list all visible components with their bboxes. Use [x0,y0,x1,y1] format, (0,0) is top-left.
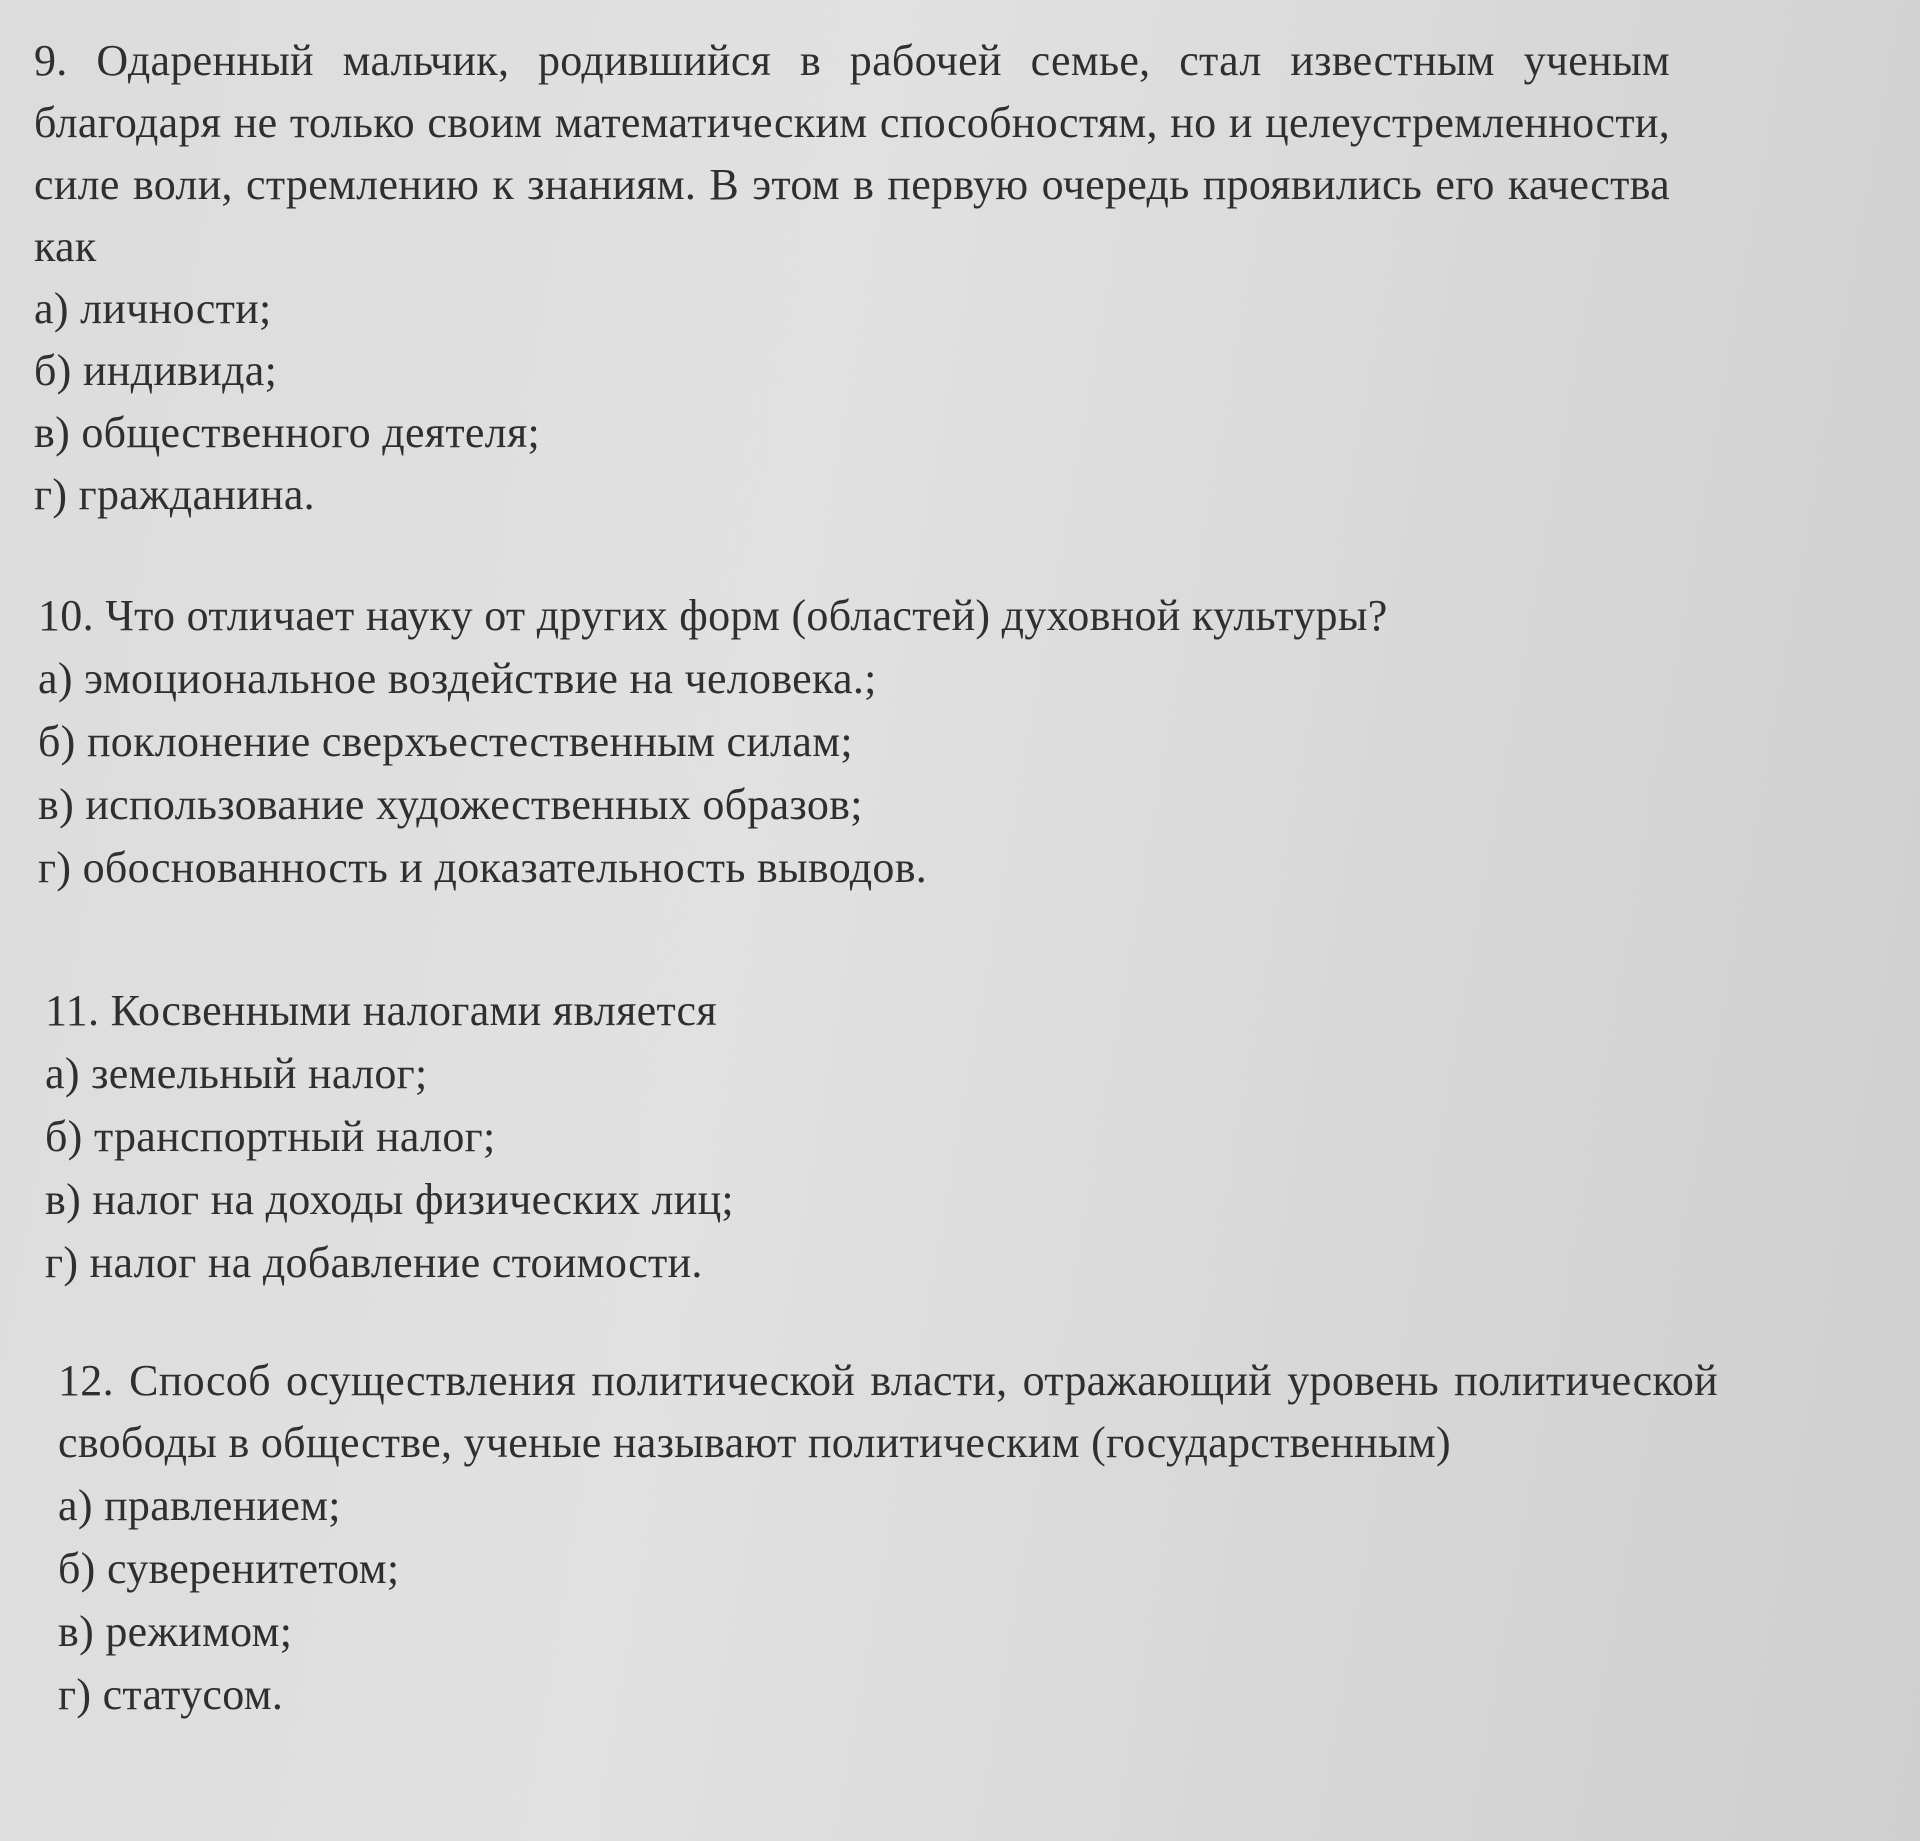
question-9 [34,30,1670,526]
answer-option-v: в) режимом; [58,1607,293,1656]
answer-option-g: г) гражданина. [34,470,315,519]
question-12 [58,1350,1718,1726]
answer-option-b: б) поклонение сверхъестественным силам; [38,717,853,766]
answer-option-v: в) использование художественных образов; [38,780,863,829]
answer-option-a: а) земельный налог; [45,1049,428,1098]
question-text: 9. Одаренный мальчик, родившийся в рабочей семье, стал известным ученым благодаря не только своим математическим способностям, но и целеустремленности, силе воли, стремлению к знаниям. В этом в первую очередь проявились его качества как [34,36,1670,271]
answer-option-v: в) общественного деятеля; [34,408,541,457]
answer-option-b: б) суверенитетом; [58,1544,400,1593]
question-10 [38,585,1598,899]
question-text: 12. Способ осуществления политической власти, отражающий уровень политической свободы в обществе, ученые называют политическим (государственным) [58,1356,1718,1467]
answer-option-g: г) статусом. [58,1670,284,1719]
answer-option-a: а) эмоциональное воздействие на человека.; [38,654,877,703]
answer-option-a: а) правлением; [58,1481,341,1530]
answer-options [58,1474,1718,1726]
answer-options [34,278,1670,526]
question-text: 11. Косвенными налогами является [45,986,717,1035]
answer-option-v: в) налог на доходы физических лиц; [45,1175,734,1224]
answer-option-b: б) транспортный налог; [45,1112,496,1161]
answer-option-g: г) обоснованность и доказательность выводов. [38,843,928,892]
answer-option-g: г) налог на добавление стоимости. [45,1238,703,1287]
answer-options [38,647,1598,899]
question-11 [45,980,1605,1294]
answer-option-a: а) личности; [34,284,272,333]
answer-option-b: б) индивида; [34,346,278,395]
question-text: 10. Что отличает науку от других форм (областей) духовной культуры? [38,591,1388,640]
answer-options [45,1042,1605,1294]
